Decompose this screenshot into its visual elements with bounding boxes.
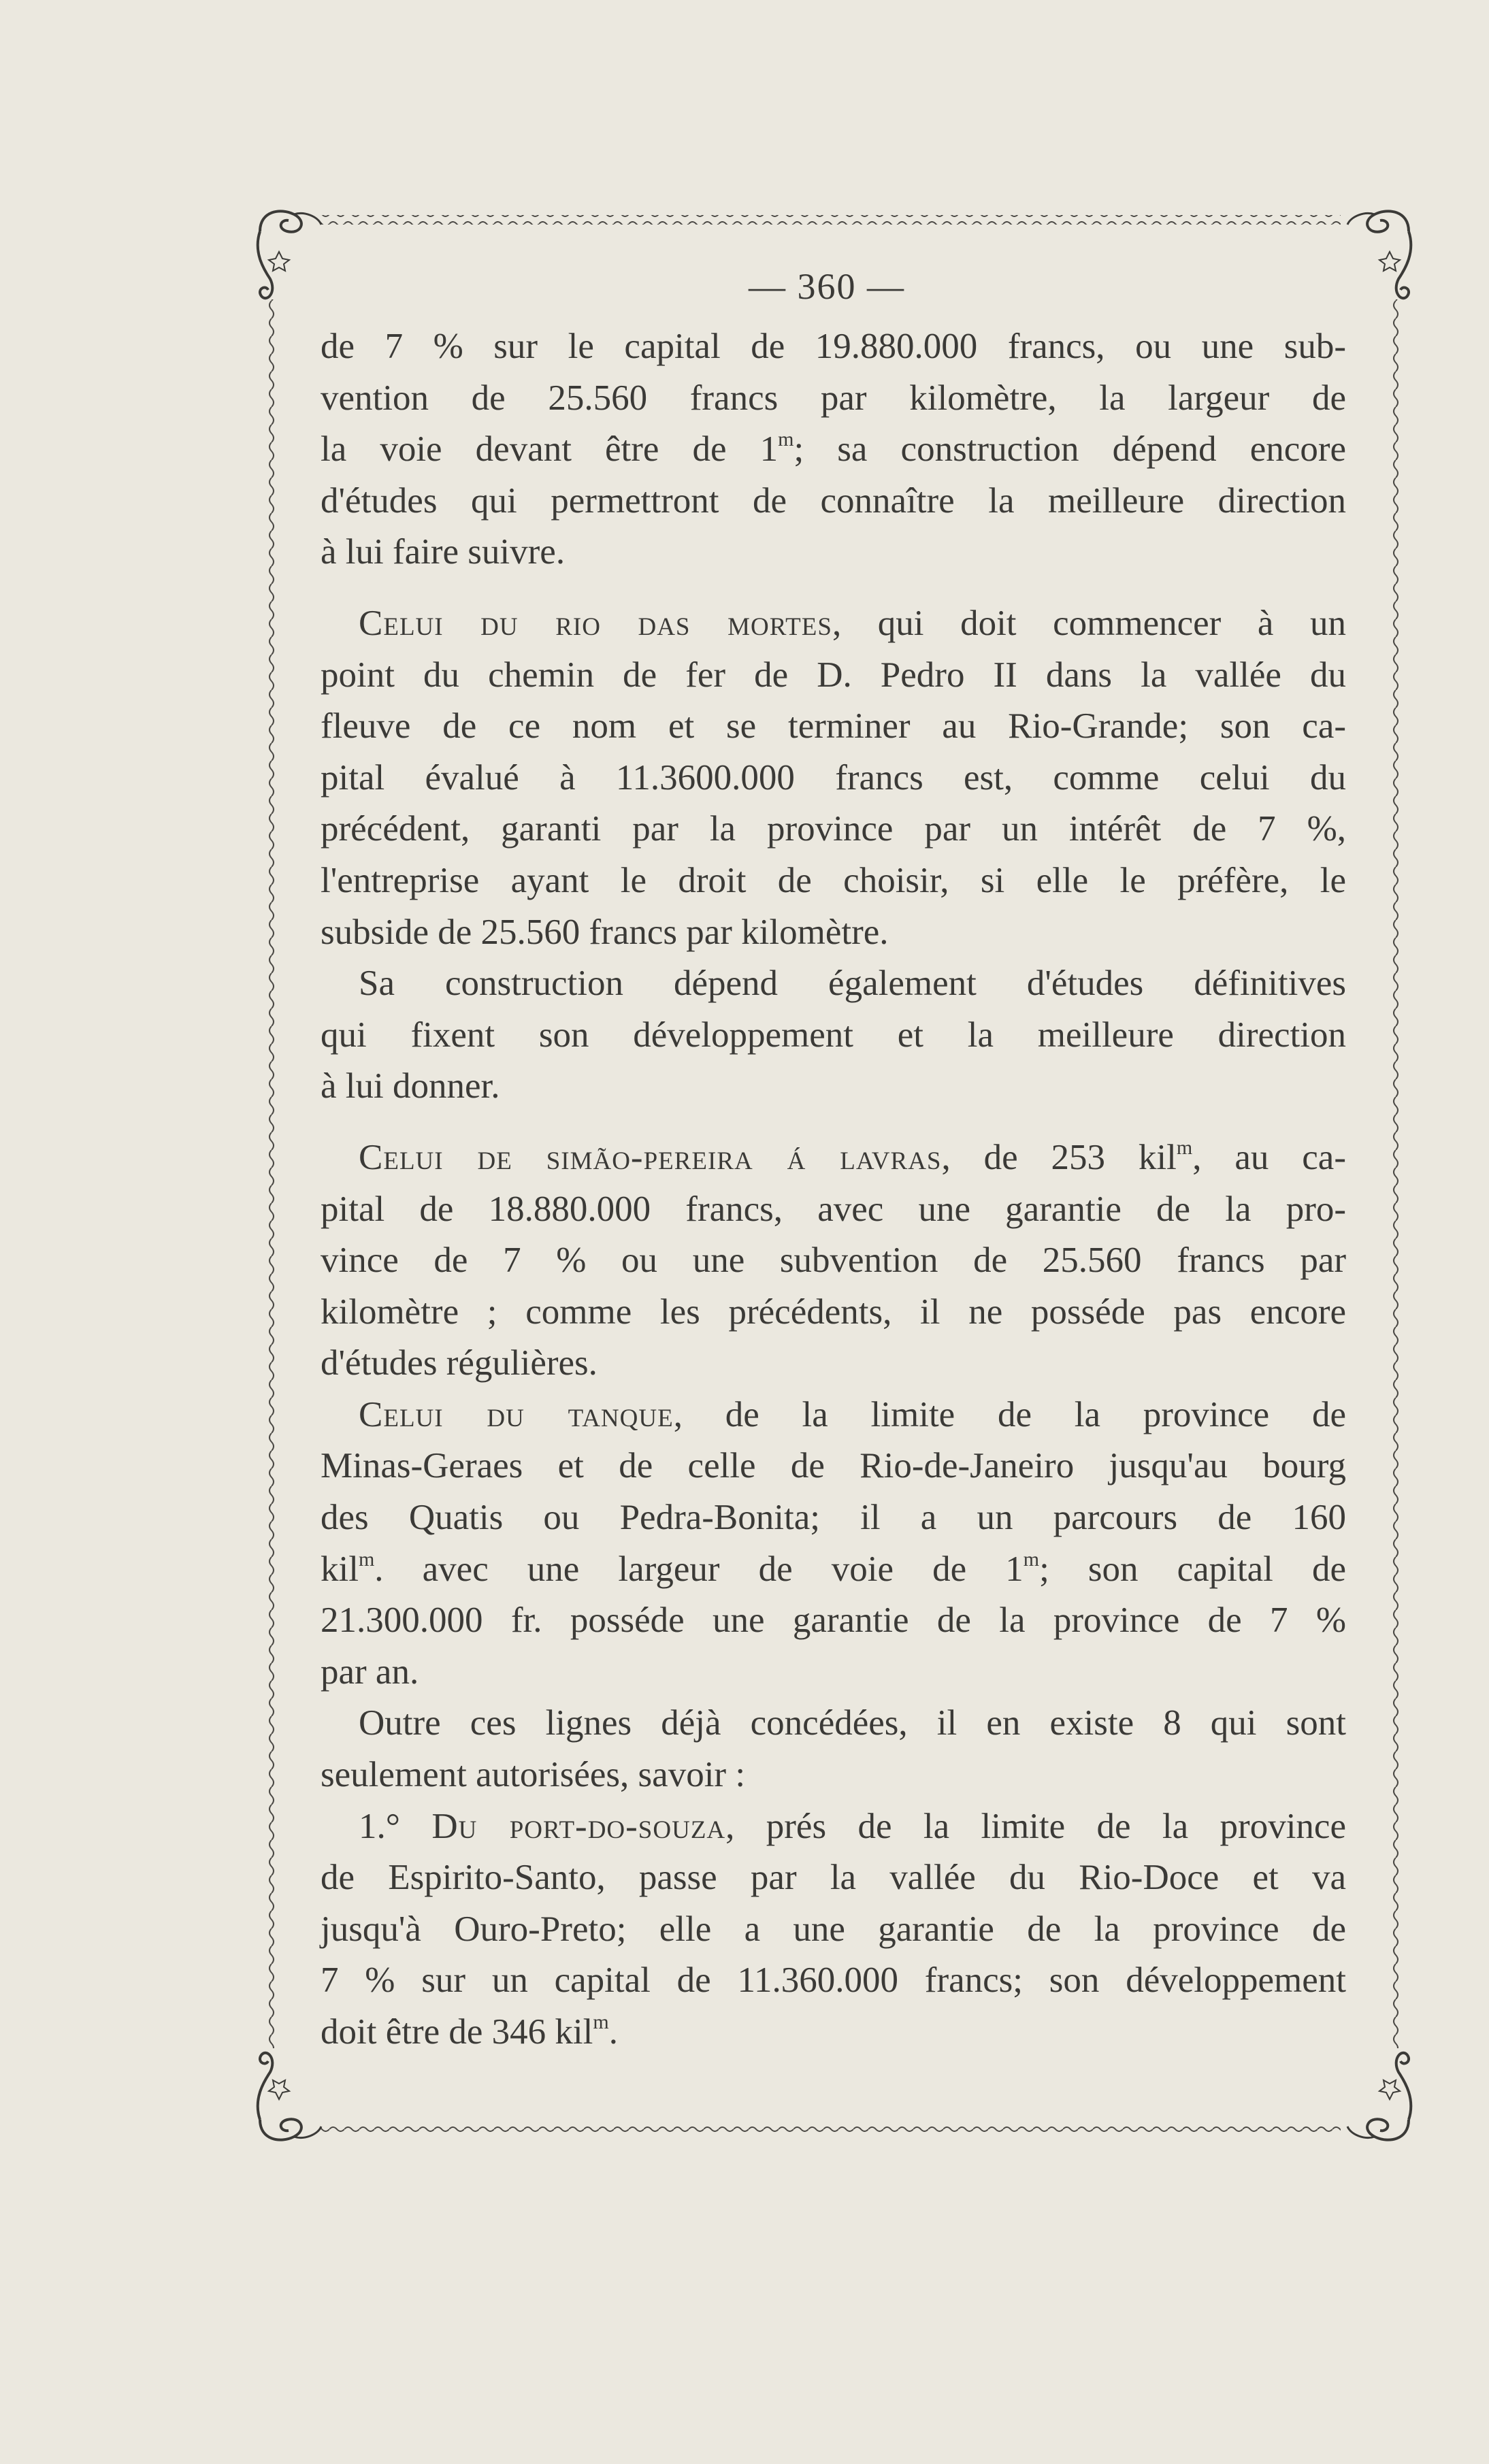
text-run: qui fixent son développement et la meilleure direction [321, 1015, 1346, 1055]
corner-ornament-bottom-left [258, 2053, 321, 2140]
corner-ornament-bottom-right [1347, 2053, 1411, 2140]
text-line [321, 1750, 1346, 1801]
superscript: m [593, 2011, 609, 2033]
paragraph [321, 598, 1346, 958]
text-line [321, 1955, 1346, 2007]
text-run: Outre ces lignes déjà concédées, il en existe 8 qui sont [359, 1703, 1346, 1743]
text-run: fleuve de ce nom et se terminer au Rio-Grande; son ca- [321, 706, 1346, 746]
text-line [321, 1132, 1346, 1184]
text-run: point du chemin de fer de D. Pedro II dans la vallée du [321, 655, 1346, 695]
text-line [321, 1595, 1346, 1647]
text-line [321, 1010, 1346, 1062]
text-line [321, 2007, 1346, 2058]
superscript: m [778, 428, 794, 451]
text-run: de 7 % sur le capital de 19.880.000 francs, ou une sub- [321, 327, 1346, 366]
text-run: . avec une largeur de voie de 1 [374, 1549, 1024, 1589]
text-run: ; son capital de [1039, 1549, 1346, 1589]
text-run: ; sa construction dépend encore [793, 429, 1346, 470]
paragraph [321, 1698, 1346, 1801]
text-run: 21.300.000 fr. posséde une garantie de la province de 7 % [321, 1600, 1346, 1641]
small-caps-heading: Celui du rio das mortes [359, 603, 832, 643]
border-top [320, 215, 1341, 225]
text-run: la voie devant être de 1 [321, 429, 779, 470]
text-run: , de la limite de la province de [673, 1394, 1346, 1434]
text-run: subside de 25.560 francs par kilomètre. [321, 912, 889, 952]
text-line [321, 527, 1346, 578]
text-line [321, 1235, 1346, 1287]
text-line [321, 1061, 1346, 1113]
text-line [321, 650, 1346, 702]
text-line [321, 1338, 1346, 1390]
text-run: l'entreprise ayant le droit de choisir, si elle le préfère, le [321, 860, 1346, 900]
text-line [321, 1852, 1346, 1904]
paragraph [321, 1390, 1346, 1698]
text-run: par an. [321, 1652, 419, 1692]
text-run: , au ca- [1192, 1137, 1346, 1177]
text-line [321, 804, 1346, 855]
text-line [321, 958, 1346, 1010]
superscript: m [1176, 1136, 1193, 1159]
text-run: seulement autorisées, savoir : [321, 1755, 746, 1795]
text-run: d'études qui permettront de connaître la meilleure direction [321, 480, 1346, 521]
border-left [267, 299, 277, 2048]
text-line [321, 424, 1346, 476]
text-run: 7 % sur un capital de 11.360.000 francs; son développement [321, 1960, 1346, 2001]
text-run: pital évalué à 11.3600.000 francs est, comme celui du [321, 757, 1346, 798]
text-run: jusqu'à Ouro-Preto; elle a une garantie de la province de [321, 1909, 1346, 1949]
paragraph [321, 1132, 1346, 1390]
text-line [321, 1647, 1346, 1698]
text-line [321, 598, 1346, 650]
text-run: d'études régulières. [321, 1343, 598, 1383]
text-run: doit être de 346 kil [321, 2012, 593, 2052]
superscript: m [358, 1547, 375, 1571]
small-caps-heading: Du port-do-souza [431, 1806, 726, 1846]
text-line [321, 1184, 1346, 1236]
text-run: 1.° [359, 1806, 432, 1846]
text-run: kilomètre ; comme les précédents, il ne posséde pas encore [321, 1292, 1346, 1332]
paragraph [321, 958, 1346, 1113]
text-line [321, 855, 1346, 907]
text-line [321, 1390, 1346, 1441]
text-line [321, 701, 1346, 753]
text-run: Minas-Geraes et de celle de Rio-de-Janeiro jusqu'au bourg [321, 1446, 1346, 1486]
text-line [321, 907, 1346, 959]
text-run: à lui donner. [321, 1066, 500, 1106]
text-line [321, 1544, 1346, 1596]
text-run: à lui faire suivre. [321, 532, 566, 572]
superscript: m [1023, 1547, 1040, 1571]
paragraph [321, 321, 1346, 578]
text-run: vention de 25.560 francs par kilomètre, la largeur de [321, 378, 1346, 418]
text-line [321, 1287, 1346, 1338]
text-run: précédent, garanti par la province par un intérêt de 7 %, [321, 809, 1346, 849]
text-run: vince de 7 % ou une subvention de 25.560 francs par [321, 1241, 1346, 1281]
text-run: kil [321, 1549, 359, 1589]
text-run: pital de 18.880.000 francs, avec une garantie de la pro- [321, 1189, 1346, 1229]
small-caps-heading: Celui de simão-pereira á lavras [359, 1137, 942, 1177]
paragraph [321, 1801, 1346, 2058]
body-text [321, 321, 1346, 2058]
text-run: , de 253 kil [941, 1137, 1177, 1177]
border-right [1390, 299, 1400, 2048]
text-line [321, 1492, 1346, 1544]
text-line [321, 373, 1346, 425]
page-number: — 360 — [749, 266, 905, 307]
text-line [321, 753, 1346, 804]
text-line [321, 1904, 1346, 1956]
text-run: des Quatis ou Pedra-Bonita; il a un parcours de 160 [321, 1498, 1346, 1538]
small-caps-heading: Celui du tanque [359, 1394, 674, 1434]
text-line [321, 1801, 1346, 1853]
text-line [321, 476, 1346, 527]
text-line [321, 321, 1346, 373]
border-bottom [320, 2126, 1341, 2135]
text-run: de Espirito-Santo, passe par la vallée du Rio-Doce et va [321, 1858, 1346, 1898]
text-line [321, 1698, 1346, 1750]
text-line [321, 1441, 1346, 1492]
text-run: . [608, 2012, 618, 2052]
text-run: , qui doit commencer à un [832, 603, 1346, 643]
text-run: , prés de la limite de la province [725, 1806, 1346, 1846]
text-run: Sa construction dépend également d'études définitives [359, 964, 1346, 1004]
